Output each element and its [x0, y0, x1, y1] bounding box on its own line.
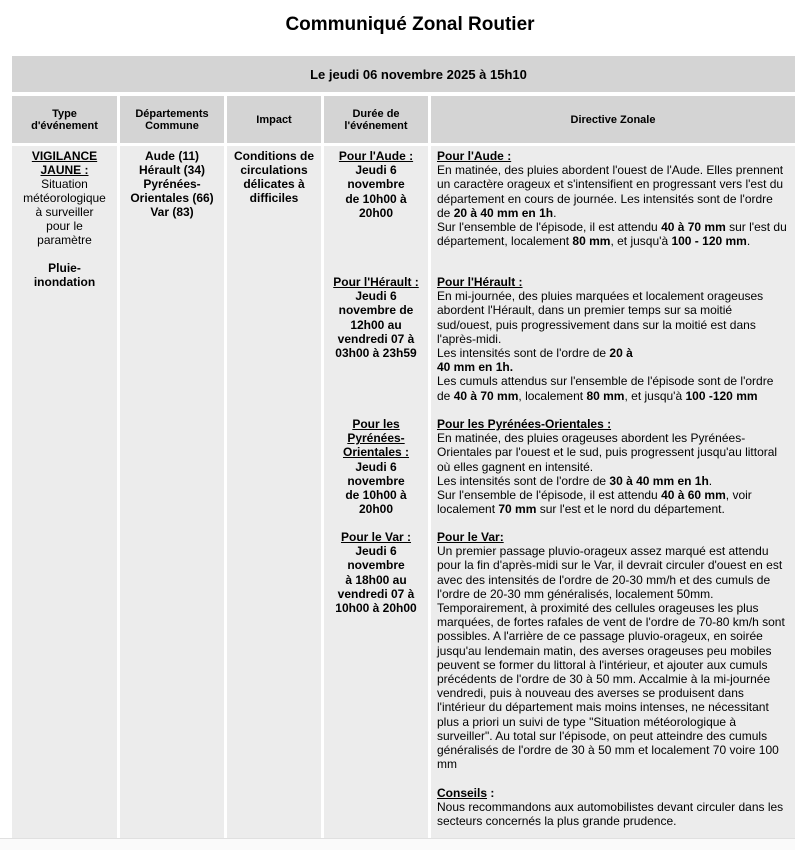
impact-column: Conditions de circulations délicates à difficiles	[227, 146, 321, 838]
department-item: Orientales (66)	[130, 191, 214, 205]
header-impact: Impact	[227, 96, 321, 143]
header-directive: Directive Zonale	[431, 96, 795, 143]
header-type: Type d'événement	[12, 96, 117, 143]
header-duree: Durée de l'événement	[324, 96, 428, 143]
duration-pyrenees-orientales: Pour les Pyrénées- Orientales : Jeudi 6 novembre de 10h00 à 20h00	[342, 417, 410, 517]
duration-herault: Pour l'Hérault : Jeudi 6 novembre de 12h00 au vendredi 07 à 03h00 à 23h59	[333, 275, 419, 361]
directive-column	[431, 146, 795, 838]
duration-var: Pour le Var : Jeudi 6 novembre à 18h00 au vendredi 07 à 10h00 à 20h00	[335, 530, 417, 616]
duration-column	[324, 146, 428, 838]
duration-aude: Pour l'Aude : Jeudi 6 novembre de 10h00 à 20h00	[338, 149, 414, 220]
directive-var: Pour le Var: Un premier passage pluvio-orageux assez marqué est attendu pour la fin d'après-midi sur le Var, il devrait circuler d'ouest en est avec des intensités de l'ordre de 20-30 mm/h et des cumuls de l'ordre de 20-30 mm généralisés, localement 50mm. Temporairement, à proximité des cellules orageuses les plus marquées, de fortes rafales de vent de l'ordre de 70-80 km/h sont possibles. A l'arrière de ce passage pluvio-orageux, en soirée jusqu'au lendemain matin, des averses orageuses peu mobiles peuvent se former du littoral à l'intérieur, et ajouter aux cumuls précédents de l'ordre de 30 à 50 mm. Accalmie à la mi-journée vendredi, puis à nouveau des averses se produisent dans l'intérieur du département mais moins intenses, ne nécessitant plus a priori un suivi de type "Situation météorologique à surveiller". Au total sur l'épisode, on peut atteindre des cumuls généralisés de l'ordre de 30 à 50 mm et localement 70 voire 100 mm	[437, 530, 785, 772]
department-item: Aude (11)	[144, 149, 199, 163]
directive-aude: Pour l'Aude : En matinée, des pluies abordent l'ouest de l'Aude. Elles prennent un caractère orageux et s'intensifient en progressant vers l'est du département en cours de journée. Les intensités sont de l'ordre de 20 à 40 mm en 1h. Sur l'ensemble de l'épisode, il est attendu 40 à 70 mm sur l'est du département, localement 80 mm, et jusqu'à 100 - 120 mm.	[437, 149, 787, 249]
department-item: Pyrénées-	[143, 177, 201, 191]
date-banner: Le jeudi 06 novembre 2025 à 15h10	[12, 56, 795, 92]
directive-herault: Pour l'Hérault : En mi-journée, des pluies marquées et localement orageuses abordent l'Hérault, dans un premier temps sur sa moitié sud/ouest, puis progressivement dans sur la moitié est dans l'après-midi. Les intensités sont de l'ordre de 20 à 40 mm en 1h. Les cumuls attendus sur l'ensemble de l'épisode sont de l'ordre de 40 à 70 mm, localement 80 mm, et jusqu'à 100 -120 mm	[437, 275, 774, 403]
page-bottom-edge	[0, 838, 795, 850]
directive-conseils: Conseils : Nous recommandons aux automobilistes devant circuler dans les secteurs concernés la plus grande prudence.	[437, 786, 784, 829]
departments-column	[120, 146, 224, 838]
vigilance-label: VIGILANCE	[31, 149, 98, 163]
page-title: Communiqué Zonal Routier	[285, 14, 535, 35]
parameter-label: Pluie-	[48, 261, 81, 275]
vigilance-level: JAUNE :	[40, 163, 89, 177]
department-item: Hérault (34)	[138, 163, 206, 177]
directive-pyrenees-orientales: Pour les Pyrénées-Orientales : En matinée, des pluies orageuses abordent les Pyrénées-Orientales par l'ouest et le sud, puis progressent jusqu'au littoral où elles gagnent en intensité. Les intensités sont de l'ordre de 30 à 40 mm en 1h. Sur l'ensemble de l'épisode, il est attendu 40 à 60 mm, voir localement 70 mm sur l'est et le nord du département.	[437, 417, 778, 517]
header-departements: Départements Commune	[120, 96, 224, 143]
department-item: Var (83)	[150, 205, 194, 219]
type-column: VIGILANCE JAUNE : Situation météorologique à surveiller pour le paramètre Pluie- inondation	[12, 146, 117, 838]
